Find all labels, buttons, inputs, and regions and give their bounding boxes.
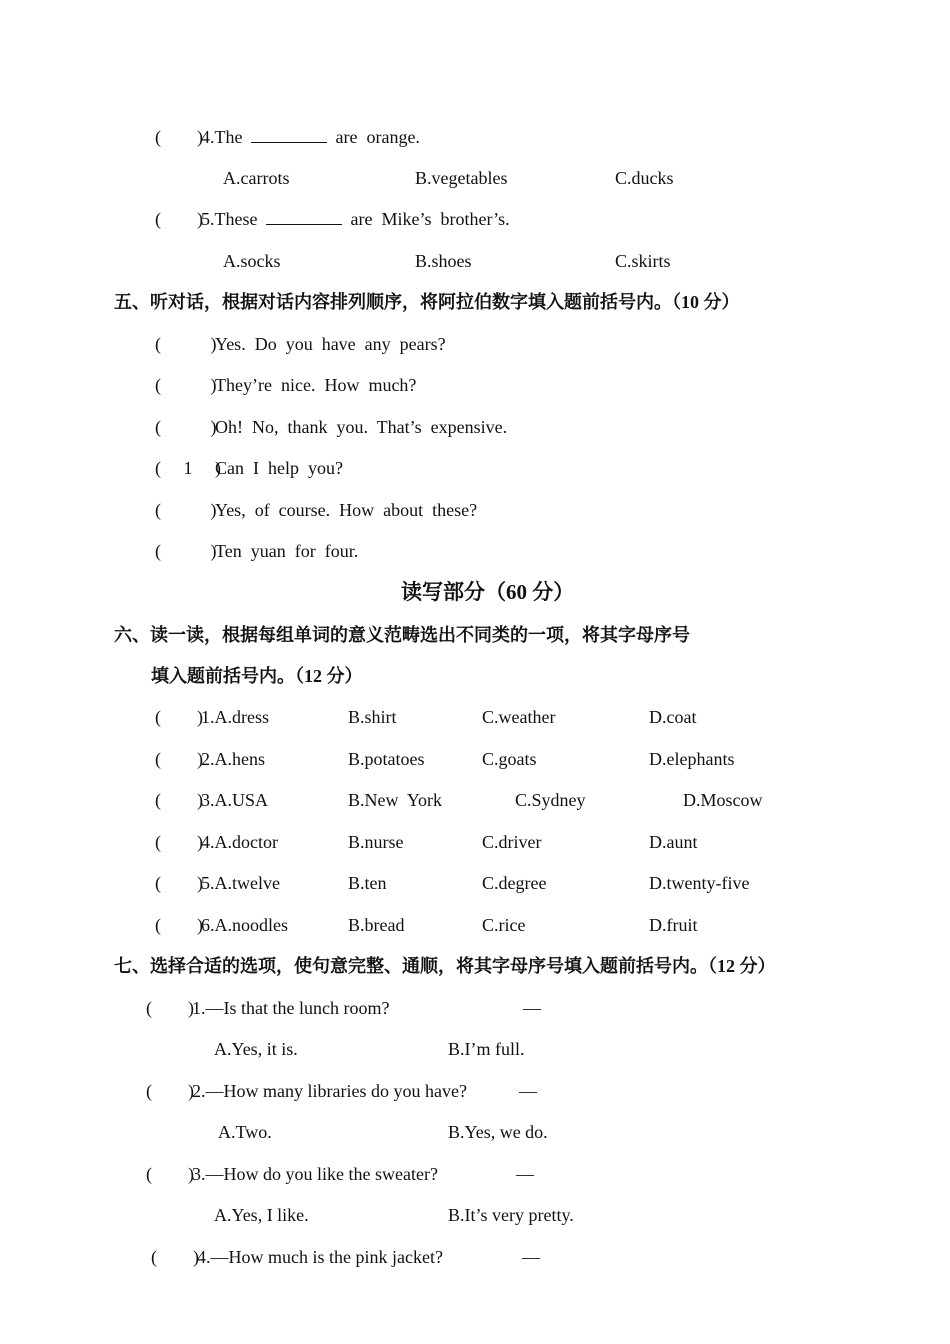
part5-item-2-text: They’re nice. How much?: [215, 375, 417, 395]
part6-row-6-paren: ( ): [155, 915, 203, 935]
part7-item-3-option-b: B.It’s very pretty.: [448, 1205, 574, 1225]
part6-row-5-c: C.degree: [482, 873, 547, 893]
part6-row-2-a: 2.A.hens: [201, 749, 265, 769]
part7-item-2-question: 2.—How many libraries do you have?: [192, 1081, 467, 1101]
part7-item-2-answer-dash: —: [519, 1081, 537, 1101]
part6-row-4-b: B.nurse: [348, 832, 404, 852]
part6-row-2-d: D.elephants: [649, 749, 735, 769]
part7-item-3-question: 3.—How do you like the sweater?: [192, 1164, 438, 1184]
part6-row-3-a: 3.A.USA: [201, 790, 269, 810]
part6-row-3-paren: ( ): [155, 790, 203, 810]
part5-item-1-paren: ( ): [155, 334, 217, 354]
q5-paren: ( ): [155, 209, 203, 229]
q5-stem-before: 5.These: [201, 209, 258, 229]
part7-item-3-option-a: A.Yes, I like.: [214, 1205, 309, 1225]
q4-option-b: B.vegetables: [415, 168, 508, 188]
part7-item-3-paren: ( ): [146, 1164, 194, 1184]
part6-row-6-a: 6.A.noodles: [201, 915, 288, 935]
q4-stem: [201, 126, 420, 148]
part5-item-4-paren: ( 1 ): [155, 458, 221, 478]
part6-heading-line1: 六、读一读，根据每组单词的意义范畴选出不同类的一项，将其字母序号: [114, 625, 690, 645]
q5-option-b: B.shoes: [415, 251, 472, 271]
part6-row-5-d: D.twenty-five: [649, 873, 750, 893]
part6-row-1-paren: ( ): [155, 707, 203, 727]
part6-row-2-c: C.goats: [482, 749, 537, 769]
part7-item-1-option-a: A.Yes, it is.: [214, 1039, 298, 1059]
part6-row-5-b: B.ten: [348, 873, 387, 893]
q4-stem-after: are orange.: [335, 127, 420, 147]
q4-paren: ( ): [155, 127, 203, 147]
part7-item-2-paren: ( ): [146, 1081, 194, 1101]
q4-option-a: A.carrots: [223, 168, 290, 188]
q4-blank: [251, 128, 327, 143]
part7-item-1-option-b: B.I’m full.: [448, 1039, 525, 1059]
part6-heading-line2: 填入题前括号内。（12 分）: [151, 666, 363, 686]
part6-row-3-c: C.Sydney: [515, 790, 586, 810]
part5-item-5-paren: ( ): [155, 500, 217, 520]
q5-option-a: A.socks: [223, 251, 281, 271]
part6-row-6-b: B.bread: [348, 915, 405, 935]
part6-row-2-paren: ( ): [155, 749, 203, 769]
q4-option-c: C.ducks: [615, 168, 674, 188]
part7-item-1-paren: ( ): [146, 998, 194, 1018]
part7-item-4-question: 4.—How much is the pink jacket?: [197, 1247, 443, 1267]
part7-item-1-answer-dash: —: [523, 998, 541, 1018]
part7-item-1-question: 1.—Is that the lunch room?: [192, 998, 390, 1018]
part7-item-4-paren: ( ): [151, 1247, 199, 1267]
part5-item-1-text: Yes. Do you have any pears?: [215, 334, 446, 354]
q5-blank: [266, 210, 342, 225]
part6-row-6-d: D.fruit: [649, 915, 698, 935]
part6-row-1-d: D.coat: [649, 707, 697, 727]
part5-item-6-text: Ten yuan for four.: [215, 541, 359, 561]
part7-item-2-option-b: B.Yes, we do.: [448, 1122, 548, 1142]
part7-heading: 七、选择合适的选项，使句意完整、通顺，将其字母序号填入题前括号内。（12 分）: [114, 956, 776, 976]
part6-row-4-a: 4.A.doctor: [201, 832, 278, 852]
q5-stem-after: are Mike’s brother’s.: [350, 209, 510, 229]
part6-row-3-b: B.New York: [348, 790, 443, 810]
part6-row-4-paren: ( ): [155, 832, 203, 852]
q4-stem-before: 4.The: [201, 127, 243, 147]
part6-row-1-a: 1.A.dress: [201, 707, 269, 727]
part5-item-4-text: Can I help you?: [215, 458, 343, 478]
q5-option-c: C.skirts: [615, 251, 671, 271]
part5-item-2-paren: ( ): [155, 375, 217, 395]
part6-row-6-c: C.rice: [482, 915, 526, 935]
q5-stem: [201, 208, 510, 230]
part6-row-4-d: D.aunt: [649, 832, 698, 852]
part5-heading: 五、听对话，根据对话内容排列顺序，将阿拉伯数字填入题前括号内。（10 分）: [114, 292, 740, 312]
part5-item-3-paren: ( ): [155, 417, 217, 437]
part7-item-4-answer-dash: —: [522, 1247, 540, 1267]
part5-item-6-paren: ( ): [155, 541, 217, 561]
part6-row-2-b: B.potatoes: [348, 749, 425, 769]
part6-row-5-paren: ( ): [155, 873, 203, 893]
reading-writing-title: 读写部分（60 分）: [401, 580, 575, 604]
part7-item-2-option-a: A.Two.: [218, 1122, 272, 1142]
part6-row-5-a: 5.A.twelve: [201, 873, 280, 893]
part7-item-3-answer-dash: —: [516, 1164, 534, 1184]
part6-row-4-c: C.driver: [482, 832, 542, 852]
part5-item-3-text: Oh! No, thank you. That’s expensive.: [215, 417, 508, 437]
part6-row-1-c: C.weather: [482, 707, 556, 727]
part6-row-1-b: B.shirt: [348, 707, 397, 727]
part5-item-5-text: Yes, of course. How about these?: [215, 500, 478, 520]
part6-row-3-d: D.Moscow: [683, 790, 763, 810]
